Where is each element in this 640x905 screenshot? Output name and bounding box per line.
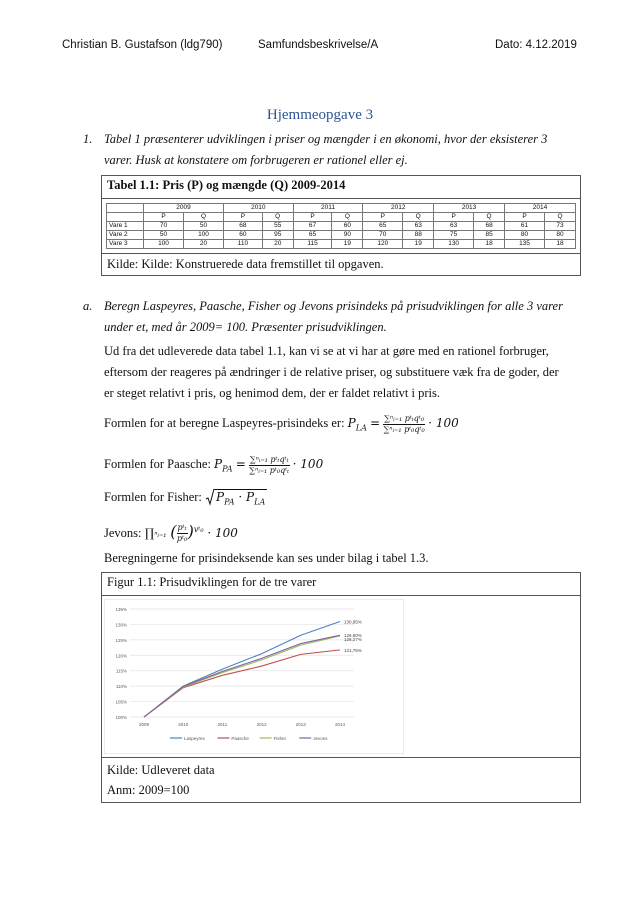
table-cell: 130 — [434, 240, 474, 249]
jevons-label: Jevons: — [104, 526, 142, 540]
table-row — [107, 231, 576, 240]
data-label: 121,75% — [344, 647, 362, 653]
laspeyres-times-100: · 100 — [428, 416, 459, 430]
table-cell: 95 — [262, 231, 293, 240]
table-cell: 60 — [224, 231, 263, 240]
y-tick-label: 120% — [115, 653, 127, 659]
x-tick-label: 2012 — [256, 722, 267, 727]
y-tick-label: 110% — [115, 684, 127, 690]
table-subheader: Q — [184, 213, 224, 222]
table-source: Kilde: Kilde: Konstruerede data fremstillet til opgaven. — [107, 257, 384, 271]
x-tick-label: 2011 — [217, 722, 228, 727]
table-subheader: P — [144, 213, 184, 222]
table-cell: 85 — [474, 231, 505, 240]
laspeyres-numerator: ∑ⁿᵢ₌₁ pᵗₜqᵗ₀ — [384, 413, 425, 423]
table-row — [107, 222, 576, 231]
table-cell: 65 — [363, 222, 403, 231]
table-cell: 88 — [403, 231, 434, 240]
paasche-numerator: ∑ⁿᵢ₌₁ pᵗₜqᵗₜ — [249, 454, 289, 464]
table-cell: 100 — [184, 231, 224, 240]
table-year: 2009 — [144, 204, 224, 213]
answer-line-1: Ud fra det udleverede data tabel 1.1, kan vi se at vi har at gøre med en rationel forbruger, — [104, 344, 549, 358]
table-cell: 50 — [184, 222, 224, 231]
paasche-times-100: · 100 — [292, 457, 324, 471]
table-subheader: Q — [262, 213, 293, 222]
equals-sign: = — [369, 416, 381, 430]
question-a-line-2: under et, med år 2009= 100. Præsenter prisudviklingen. — [104, 320, 387, 334]
y-tick-label: 130% — [115, 622, 127, 628]
figure-notes — [102, 758, 580, 802]
bilag-reference: Beregningerne for prisindeksende kan ses under bilag i tabel 1.3. — [104, 551, 429, 565]
data-label: 126,27% — [344, 636, 362, 642]
table-caption: Tabel 1.1: Pris (P) og mængde (Q) 2009-2014 — [102, 176, 580, 199]
question-1-text — [104, 129, 584, 171]
table-subheader-row — [107, 213, 576, 222]
laspeyres-label: Formlen for at beregne Laspeyres-prisindeks er: — [104, 416, 345, 430]
table-cell: 120 — [363, 240, 403, 249]
table-cell: 100 — [144, 240, 184, 249]
table-year: 2014 — [505, 204, 576, 213]
paasche-denominator: ∑ⁿᵢ₌₁ pᵗ₀qᵗₜ — [249, 465, 290, 475]
legend-entry: Laspeyres — [184, 736, 205, 741]
table-cell: 80 — [545, 231, 576, 240]
legend-entry: Fisher — [273, 736, 287, 741]
paasche-label: Formlen for Paasche: — [104, 457, 211, 471]
table-cell: 70 — [363, 231, 403, 240]
table-cell: 80 — [505, 231, 545, 240]
x-tick-label: 2014 — [334, 722, 346, 727]
table-cell: 63 — [434, 222, 474, 231]
header-date: Dato: 4.12.2019 — [495, 39, 577, 51]
table-year: 2013 — [434, 204, 505, 213]
page-title: Hjemmeopgave 3 — [266, 107, 374, 123]
question-1-line-1: Tabel 1 præsenterer udviklingen i priser og mængder i en økonomi, hvor der eksisterer 3 — [104, 132, 548, 146]
table-subheader: P — [293, 213, 332, 222]
table-cell: 68 — [474, 222, 505, 231]
table-subheader: P — [505, 213, 545, 222]
table-cell: 19 — [332, 240, 363, 249]
x-tick-label: 2013 — [295, 722, 306, 727]
x-tick-label: 2010 — [178, 722, 189, 727]
row-label: Vare 2 — [107, 231, 144, 240]
laspeyres-formula — [104, 413, 459, 438]
y-tick-label: 115% — [115, 668, 127, 674]
answer-paragraph — [104, 341, 584, 404]
fisher-label: Formlen for Fisher: — [104, 490, 202, 504]
table-cell: 18 — [474, 240, 505, 249]
table-subheader: Q — [474, 213, 505, 222]
laspeyres-symbol: $P_{LA}$ — [347, 416, 367, 433]
laspeyres-fraction — [383, 414, 425, 435]
table-cell: 110 — [224, 240, 263, 249]
table-cell: 67 — [293, 222, 332, 231]
figure-1-1 — [101, 572, 581, 803]
question-1-line-2: varer. Husk at konstatere om forbrugeren er rationel eller ej. — [104, 153, 408, 167]
table-cell: 115 — [293, 240, 332, 249]
table-cell: 55 — [262, 222, 293, 231]
header-course: Samfundsbeskrivelse/A — [258, 39, 379, 51]
table-subheader: P — [363, 213, 403, 222]
table-year: 2012 — [363, 204, 434, 213]
table-year: 2011 — [293, 204, 363, 213]
y-tick-label: 105% — [115, 699, 127, 705]
table-year: 2010 — [224, 204, 294, 213]
row-label: Vare 1 — [107, 222, 144, 231]
figure-chart-area — [102, 596, 580, 758]
table-cell: 60 — [332, 222, 363, 231]
table-cell: 70 — [144, 222, 184, 231]
table-cell: 20 — [184, 240, 224, 249]
row-label: Vare 3 — [107, 240, 144, 249]
y-tick-label: 135% — [115, 607, 127, 612]
table-cell: 75 — [434, 231, 474, 240]
price-quantity-table — [106, 203, 576, 249]
table-cell: 61 — [505, 222, 545, 231]
table-cell: 65 — [293, 231, 332, 240]
table-cell: 68 — [224, 222, 263, 231]
answer-line-2: eftersom der reageres på ændringer i de relative priser, og substituere væk fra de goder, der — [104, 365, 559, 379]
equals-sign: = — [235, 457, 246, 471]
price-index-chart — [104, 599, 404, 754]
table-corner — [107, 204, 144, 213]
y-tick-label: 100% — [115, 715, 127, 720]
fisher-formula — [104, 487, 267, 512]
jevons-formula — [104, 519, 238, 545]
y-tick-label: 125% — [115, 637, 127, 643]
table-cell: 20 — [262, 240, 293, 249]
question-a-line-1: Beregn Laspeyres, Paasche, Fisher og Jevons prisindeks på prisudviklingen for alle 3 varer — [104, 299, 563, 313]
question-1-number: 1. — [83, 132, 93, 146]
table-cell: 135 — [505, 240, 545, 249]
table-cell: 73 — [545, 222, 576, 231]
table-cell: 90 — [332, 231, 363, 240]
figure-caption: Figur 1.1: Prisudviklingen for de tre varer — [102, 573, 580, 596]
paasche-fraction — [249, 455, 290, 476]
table-subheader: P — [434, 213, 474, 222]
table-row — [107, 240, 576, 249]
table-year-row — [107, 204, 576, 213]
table-cell: 19 — [403, 240, 434, 249]
table-subheader: Q — [545, 213, 576, 222]
table-corner — [107, 213, 144, 222]
laspeyres-denominator: ∑ⁿᵢ₌₁ pᵗ₀qᵗ₀ — [383, 424, 425, 434]
legend-entry: Paasche — [231, 736, 249, 741]
figure-note: Anm: 2009=100 — [107, 783, 190, 797]
table-cell: 63 — [403, 222, 434, 231]
paasche-symbol: $P_{PA}$ — [214, 457, 233, 474]
table-cell: 18 — [545, 240, 576, 249]
header-author: Christian B. Gustafson (ldg790) — [62, 39, 223, 51]
table-subheader: Q — [332, 213, 363, 222]
question-a-number: a. — [83, 299, 93, 313]
table-subheader: P — [224, 213, 263, 222]
x-tick-label: 2009 — [138, 722, 150, 727]
legend-entry: Jevons — [313, 736, 328, 741]
fisher-expression: $P_{PA} \cdot P_{LA}$ — [205, 490, 267, 504]
table-1-1 — [101, 175, 581, 276]
paasche-formula — [104, 454, 323, 479]
table-subheader: Q — [403, 213, 434, 222]
data-label: 130,95% — [344, 619, 362, 625]
figure-source: Kilde: Udleveret data — [107, 763, 215, 777]
data-label: 126,50% — [344, 633, 362, 639]
answer-line-3: er steget relativt i pris, og henimod dem, der er faldet relativt i pris. — [104, 386, 441, 400]
question-a-text — [104, 296, 584, 338]
sqrt-icon — [205, 488, 215, 506]
table-cell: 50 — [144, 231, 184, 240]
jevons-expression: ∏ⁿᵢ₌₁ ( $\frac{\text{pᵗₜ}}{\text{pᵗ₀}}$ )$^{vᵗ_0}$ · 100 — [144, 522, 238, 543]
